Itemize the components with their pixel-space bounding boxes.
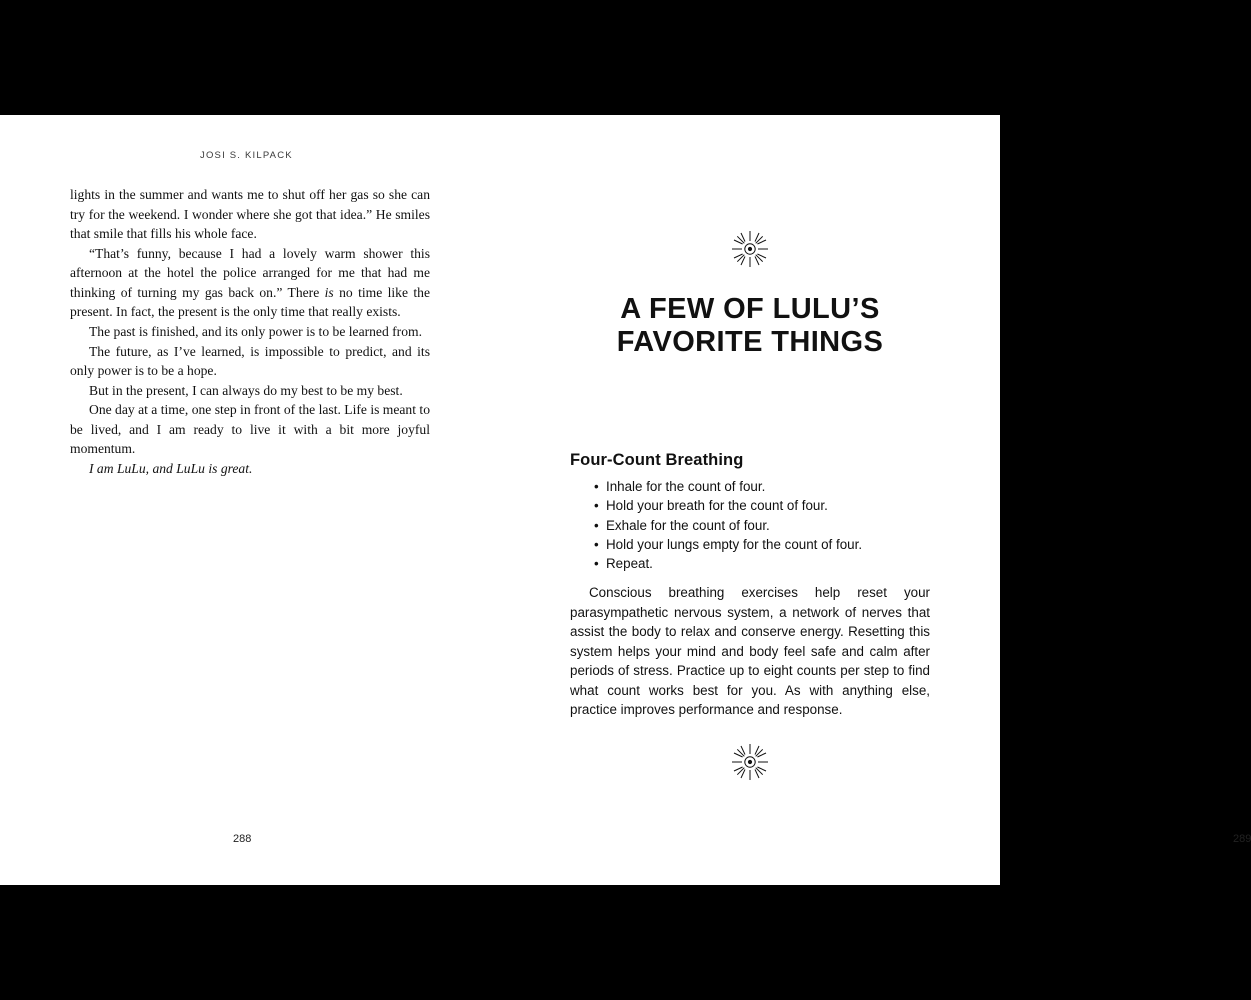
sunburst-ornament-icon (500, 227, 1000, 276)
list-item-label: Repeat. (606, 556, 653, 572)
paragraph: The future, as I’ve learned, is impossible to predict, and its only power is to be a hope. (70, 343, 430, 379)
section-four-count-breathing (570, 451, 930, 720)
list-item (570, 535, 930, 554)
paragraph: The past is finished, and its only power is to be learned from. (89, 323, 422, 339)
list-item-label: Exhale for the count of four. (606, 517, 770, 533)
bullet-marker-icon: • (594, 517, 599, 533)
list-item-label: Hold your breath for the count of four. (606, 498, 828, 514)
sunburst-ornament-icon (500, 740, 1000, 789)
list-item (570, 477, 930, 496)
paragraph-closing-italic: I am LuLu, and LuLu is great. (89, 460, 253, 476)
section-heading: Four-Count Breathing (570, 451, 744, 469)
page-right (500, 115, 1251, 885)
chapter-title (555, 293, 945, 359)
list-item-label: Hold your lungs empty for the count of four. (606, 536, 863, 552)
list-item (570, 554, 930, 573)
bullet-marker-icon: • (594, 479, 599, 494)
list-item (570, 516, 930, 535)
paragraph: But in the present, I can always do my best to be my best. (89, 382, 403, 398)
chapter-title-line-1: A FEW OF LULU’S (620, 293, 880, 325)
page-number-left: 288 (233, 833, 252, 845)
chapter-title-line-2: FAVORITE THINGS (616, 326, 884, 359)
bullet-list (570, 477, 930, 573)
bullet-marker-icon: • (594, 498, 599, 514)
left-page-body (70, 185, 430, 478)
list-item-label: Inhale for the count of four. (606, 479, 766, 494)
paragraph: lights in the summer and wants me to shut off her gas so she can try for the weekend. I wonder where she got that idea.” He smiles that smile that fills his whole face. (70, 187, 430, 242)
bullet-marker-icon: • (594, 536, 599, 552)
running-head: JOSI S. KILPACK (200, 150, 293, 161)
bullet-marker-icon: • (594, 556, 599, 572)
page-left (0, 115, 500, 885)
section-paragraph: Conscious breathing exercises help reset your parasympathetic nervous system, a network of nerves that assist the body to relax and conserve energy. Resetting this system helps your mind and body feel safe and calm after periods of stress. Practice up to eight counts per step to find what count works best for you. As with anything else, practice improves performance and response. (570, 585, 930, 718)
list-item (570, 496, 930, 515)
page-number-right: 289 (1233, 833, 1251, 845)
paragraph: “That’s funny, because I had a lovely warm shower this afternoon at the hotel the police arranged for me that had me thinking of turning my gas back on.” There is no time like the present. In fact, the present is the only time that really exists. (70, 245, 430, 320)
paragraph: One day at a time, one step in front of the last. Life is meant to be lived, and I am ready to live it with a bit more joyful momentum. (70, 402, 430, 457)
book-spread (0, 115, 1251, 885)
